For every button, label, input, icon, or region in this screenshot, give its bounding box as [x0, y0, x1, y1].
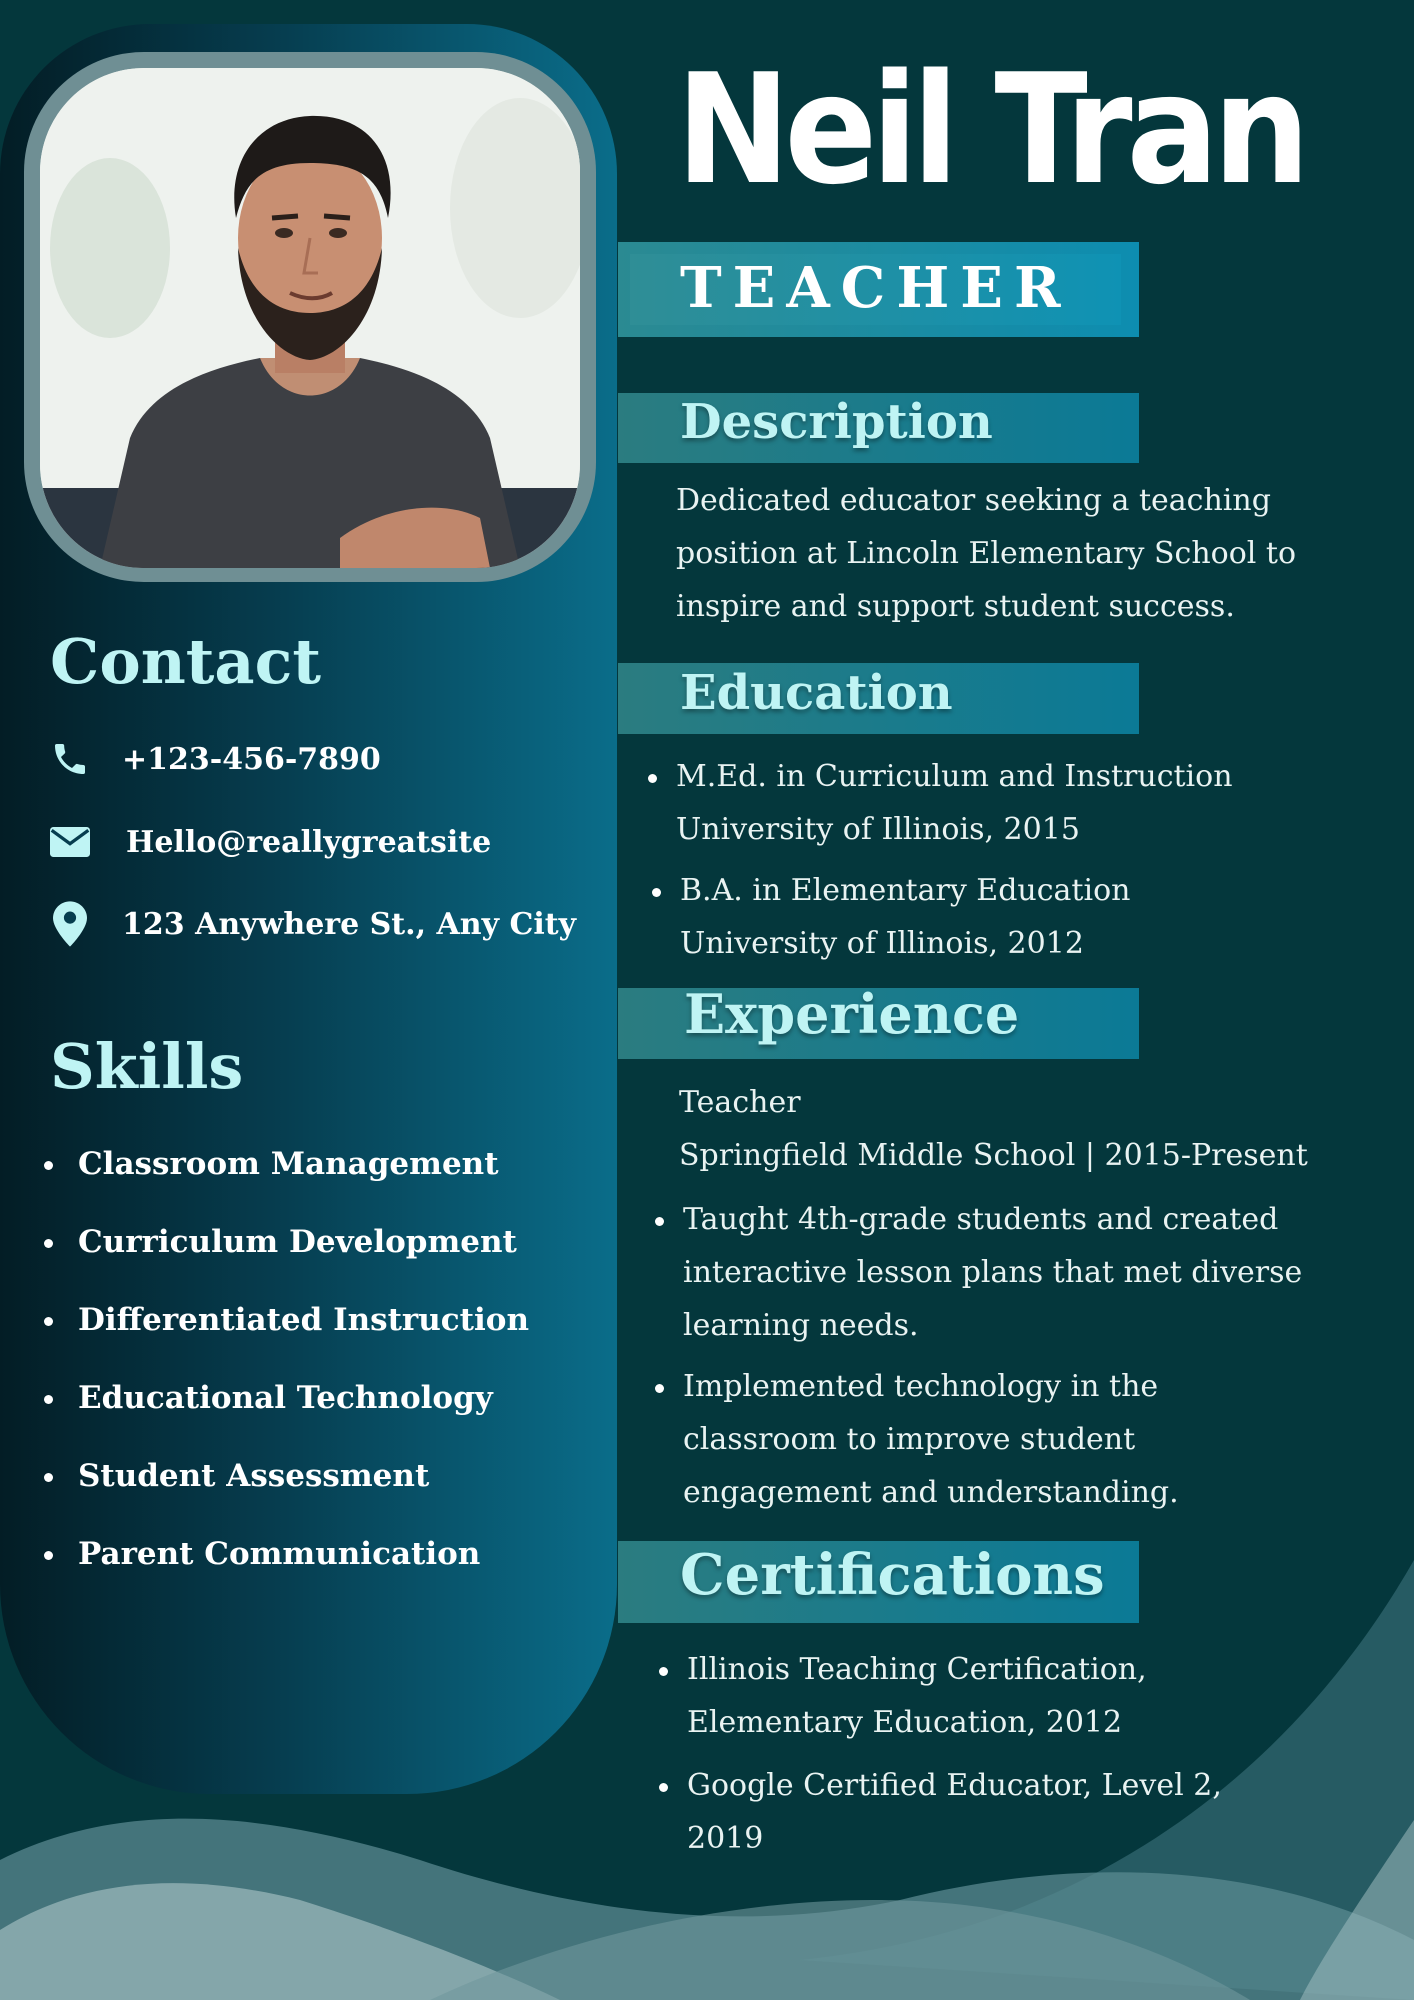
- contact-email-row: [48, 818, 491, 866]
- skill-item: Differentiated Instruction: [40, 1291, 529, 1369]
- certification-item: [687, 1759, 1222, 1865]
- education-school: University of Illinois, 2015: [676, 812, 1080, 847]
- experience-bullet: [683, 1360, 1302, 1519]
- experience-bullets: [683, 1193, 1302, 1519]
- certifications-list: [687, 1643, 1222, 1865]
- skill-item: Classroom Management: [40, 1135, 529, 1213]
- contact-heading: Contact: [50, 625, 321, 698]
- experience-bullet-line: Taught 4th-grade students and created: [683, 1202, 1279, 1237]
- education-item: [676, 750, 1233, 856]
- skills-heading: Skills: [50, 1030, 244, 1103]
- portrait-illustration: [40, 68, 580, 568]
- contact-email[interactable]: Hello@reallygreatsite: [126, 824, 492, 860]
- experience-title: Teacher: [679, 1085, 801, 1120]
- experience-bullet-line: Implemented technology in the: [683, 1369, 1159, 1404]
- description-line: inspire and support student success.: [676, 589, 1235, 624]
- role-title: TEACHER: [680, 255, 1072, 321]
- contact-address-row: [48, 900, 576, 948]
- certification-item: [687, 1643, 1222, 1749]
- description-line: position at Lincoln Elementary School to: [676, 536, 1297, 571]
- contact-phone-row: [48, 735, 381, 783]
- skills-list: [40, 1135, 529, 1603]
- mail-icon: [48, 820, 92, 864]
- experience-bullet-line: learning needs.: [683, 1308, 919, 1343]
- experience-bullet: [683, 1193, 1302, 1352]
- experience-org: Springfield Middle School | 2015-Present: [679, 1138, 1308, 1173]
- certification-line: Illinois Teaching Certification,: [687, 1652, 1147, 1687]
- description-heading: Description: [680, 394, 993, 450]
- experience-heading: Experience: [684, 982, 1020, 1046]
- education-heading: Education: [680, 665, 953, 721]
- location-pin-icon: [48, 902, 92, 946]
- skill-item: Educational Technology: [40, 1369, 529, 1447]
- phone-icon: [48, 737, 92, 781]
- contact-address: 123 Anywhere St., Any City: [122, 906, 577, 942]
- education-item: [680, 864, 1233, 970]
- experience-bullet-line: interactive lesson plans that met diverse: [683, 1255, 1303, 1290]
- education-degree: B.A. in Elementary Education: [680, 873, 1131, 908]
- certification-line: Google Certified Educator, Level 2,: [687, 1768, 1222, 1803]
- profile-photo: [40, 68, 580, 568]
- experience-job: [679, 1076, 1308, 1182]
- contact-phone[interactable]: +123-456-7890: [122, 741, 381, 777]
- skill-item: Student Assessment: [40, 1447, 529, 1525]
- description-line: Dedicated educator seeking a teaching: [676, 483, 1271, 518]
- experience-bullet-line: engagement and understanding.: [683, 1475, 1179, 1510]
- skill-item: Parent Communication: [40, 1525, 529, 1603]
- person-name: Neil Tran: [676, 41, 1305, 218]
- description-text: [676, 474, 1296, 633]
- education-degree: M.Ed. in Curriculum and Instruction: [676, 759, 1233, 794]
- experience-bullet-line: classroom to improve student: [683, 1422, 1136, 1457]
- skill-item: Curriculum Development: [40, 1213, 529, 1291]
- education-school: University of Illinois, 2012: [680, 926, 1084, 961]
- education-list: [676, 750, 1233, 970]
- certifications-heading: Certifications: [680, 1542, 1105, 1608]
- certification-line: 2019: [687, 1821, 764, 1856]
- certification-line: Elementary Education, 2012: [687, 1705, 1123, 1740]
